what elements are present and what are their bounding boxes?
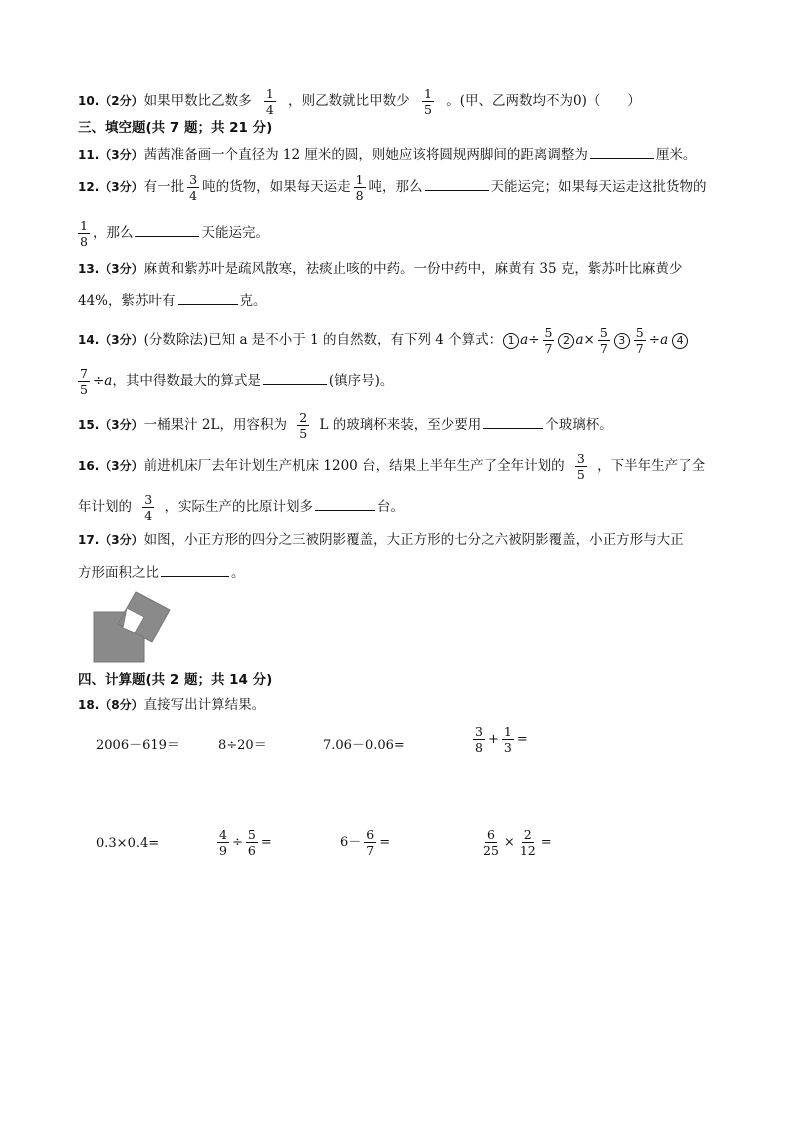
equals: =	[260, 835, 272, 850]
question-text: 个玻璃杯。	[545, 417, 613, 433]
question-text: 厘米。	[655, 147, 697, 163]
question-number: 14.	[78, 333, 100, 347]
question-text: ，下半年生产了全	[597, 458, 706, 474]
variable: a	[104, 373, 113, 389]
question-14	[78, 325, 689, 356]
circled-number: 1	[503, 333, 519, 349]
question-16-cont	[78, 492, 404, 523]
answer-blank[interactable]	[263, 370, 327, 385]
fraction: $\frac{5}{7}$	[635, 325, 644, 356]
fraction: $\frac{7}{5}$	[80, 366, 88, 397]
question-text: (镇序号)。	[328, 373, 394, 389]
fraction: $\frac{5}{6}$	[247, 827, 256, 858]
question-text: 44%，紫苏叶有	[78, 293, 176, 309]
circled-number: 3	[614, 333, 630, 349]
fraction: $\frac{5}{7}$	[599, 325, 608, 356]
question-text: 麻黄和紫苏叶是疏风散寒，祛痰止咳的中药。一份中药中，麻黄有 35 克，紫苏叶比麻黄少	[143, 261, 683, 277]
fraction: $\frac{1}{8}$	[80, 218, 88, 249]
question-points: （3分）	[99, 459, 144, 473]
variable: a	[660, 332, 669, 348]
circled-number: 2	[558, 333, 574, 349]
question-text: ，则乙数就比甲数少	[288, 93, 410, 109]
fraction: $\frac{6}{25}$	[483, 827, 499, 858]
question-points: （8分）	[99, 698, 144, 712]
question-text: 方形面积之比	[78, 565, 159, 581]
answer-blank[interactable]	[483, 414, 543, 429]
question-13-cont	[78, 290, 267, 311]
operator: ÷	[92, 373, 105, 389]
calc-expression	[470, 724, 528, 755]
fraction: $\frac{3}{4}$	[189, 172, 198, 203]
question-text: 一桶果汁 2L，用容积为	[143, 417, 287, 433]
question-points: （3分）	[99, 148, 144, 162]
equals: =	[540, 835, 552, 850]
question-number: 18.	[78, 698, 100, 712]
fraction: $\frac{1}{5}$	[423, 86, 432, 117]
answer-blank[interactable]	[178, 290, 238, 305]
answer-blank[interactable]	[161, 562, 229, 577]
question-text: (分数除法)已知 a 是不小于 1 的自然数，有下列 4 个算式：	[143, 332, 503, 348]
question-11	[78, 144, 696, 165]
question-points: （3分）	[99, 180, 144, 194]
fraction: $\frac{2}{12}$	[519, 827, 536, 858]
variable: a	[520, 332, 529, 348]
question-text: 克。	[239, 293, 267, 309]
calc-expression: 2006－619＝	[96, 738, 180, 753]
question-number: 16.	[78, 459, 100, 473]
question-text: 天能运完。	[201, 225, 269, 241]
squares-figure	[90, 588, 174, 664]
question-points: （3分）	[99, 262, 144, 276]
fraction: $\frac{6}{7}$	[366, 827, 375, 858]
calc-expression	[340, 827, 390, 858]
section-title: 四、计算题(共 2 题；共 14 分)	[78, 672, 273, 688]
question-17	[78, 530, 684, 550]
question-14-cont	[78, 366, 393, 397]
fraction: $\frac{5}{7}$	[544, 325, 553, 356]
operator: ×	[503, 835, 515, 850]
question-12-cont	[78, 218, 269, 249]
answer-blank[interactable]	[315, 496, 375, 511]
question-text: L 的玻璃杯来装，至少要用	[319, 417, 482, 433]
fraction: $\frac{3}{8}$	[475, 724, 483, 755]
calc-expression: 0.3×0.4=	[96, 836, 160, 851]
question-18	[78, 695, 265, 715]
question-points: （3分）	[99, 418, 144, 432]
question-text: 天能运完；如果每天运走这批货物的	[490, 179, 707, 195]
question-text: 前进机床厂去年计划生产机床 1200 台，结果上半年生产了全年计划的	[143, 458, 565, 474]
question-text: 直接写出计算结果。	[143, 697, 266, 713]
question-number: 10.	[78, 94, 100, 108]
question-text: ，其中得数最大的算式是	[112, 373, 261, 389]
fraction: $\frac{3}{5}$	[576, 451, 585, 482]
question-text: 。(甲、乙两数均不为0)（ ）	[446, 93, 641, 109]
section-title: 三、填空题(共 7 题；共 21 分)	[78, 120, 273, 136]
variable: a	[575, 332, 584, 348]
expression-lead: 6－	[340, 835, 362, 850]
question-number: 13.	[78, 262, 100, 276]
calc-expression: 7.06－0.06=	[323, 738, 405, 753]
equals: =	[516, 732, 528, 747]
question-15	[78, 410, 613, 441]
question-points: （3分）	[99, 333, 144, 347]
operator: ÷	[528, 332, 540, 348]
question-number: 17.	[78, 533, 100, 547]
question-number: 12.	[78, 180, 100, 194]
question-12	[78, 172, 707, 203]
question-number: 15.	[78, 418, 100, 432]
question-text: ，那么	[92, 225, 134, 241]
question-17-cont	[78, 562, 245, 583]
fraction: $\frac{2}{5}$	[299, 410, 308, 441]
question-text: 吨，那么	[368, 179, 423, 195]
operator: +	[487, 732, 499, 747]
fraction: $\frac{1}{8}$	[355, 172, 364, 203]
operator: ÷	[231, 835, 243, 850]
calc-expression	[214, 827, 272, 858]
question-text: 吨的货物，如果每天运走	[202, 179, 351, 195]
question-points: （2分）	[99, 94, 144, 108]
question-text: 。	[231, 565, 245, 581]
question-number: 11.	[78, 148, 100, 162]
question-text: 年计划的	[78, 499, 132, 515]
question-text: 如图，小正方形的四分之三被阴影覆盖，大正方形的七分之六被阴影覆盖，小正方形与大正	[143, 532, 684, 548]
calc-expression: 8÷20＝	[218, 738, 267, 753]
question-13	[78, 259, 682, 279]
fraction: $\frac{1}{4}$	[265, 86, 274, 117]
operator: ×	[583, 332, 595, 348]
operator: ÷	[648, 332, 661, 348]
answer-blank[interactable]	[135, 222, 199, 237]
question-16	[78, 451, 705, 482]
equals: =	[379, 835, 391, 850]
answer-blank[interactable]	[425, 176, 489, 191]
answer-blank[interactable]	[590, 144, 654, 159]
fraction: $\frac{4}{9}$	[219, 827, 227, 858]
question-text: 茜茜准备画一个直径为 12 厘米的圆，则她应该将圆规两脚间的距离调整为	[143, 147, 588, 163]
question-points: （3分）	[99, 533, 144, 547]
question-text: ，实际生产的比原计划多	[164, 499, 314, 515]
question-text: 有一批	[143, 179, 185, 195]
question-text: 台。	[377, 499, 405, 515]
calc-expression	[478, 827, 552, 858]
question-text: 如果甲数比乙数多	[143, 93, 252, 109]
fraction: $\frac{3}{4}$	[144, 492, 153, 523]
fraction: $\frac{1}{3}$	[503, 724, 512, 755]
circled-number: 4	[672, 333, 688, 349]
question-10	[78, 86, 641, 117]
